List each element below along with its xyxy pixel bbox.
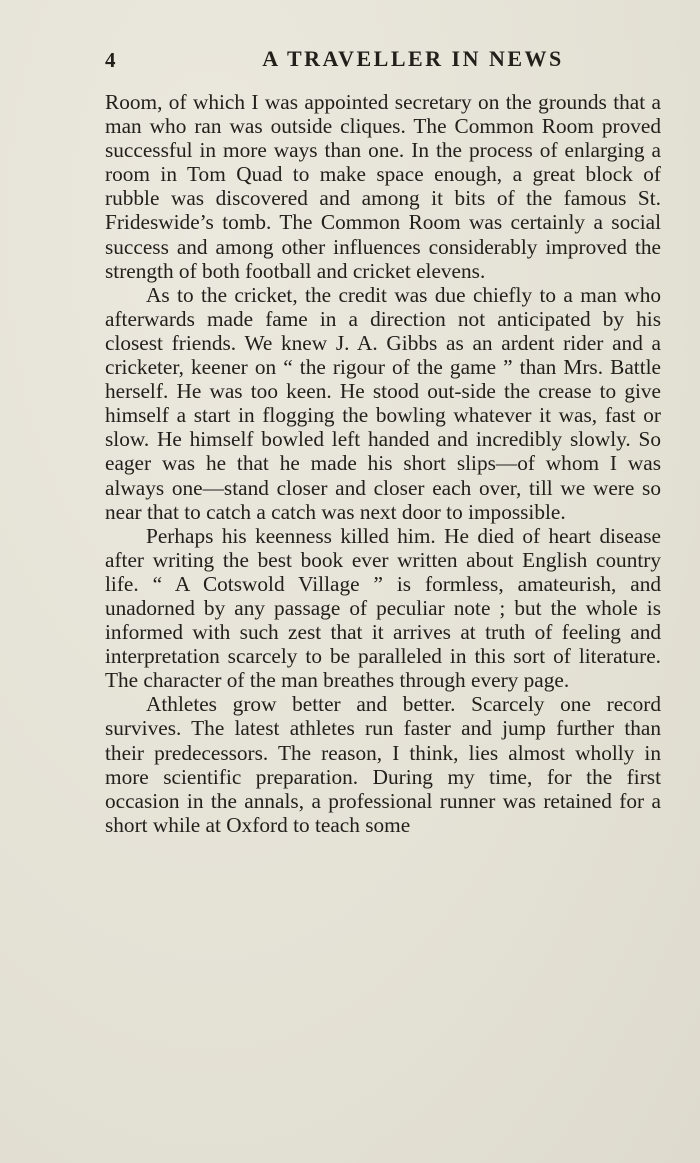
paragraph-cricket: As to the cricket, the credit was due chiefly to a man who afterwards made fame in a direction not anticipated by his closest friends. We knew J. A. Gibbs as an ardent rider and a cricketer, keener on “ the rigour of the game ” than Mrs. Battle herself. He was too keen. He stood out-side the crease to give himself a start in flogging the bowling whatever it was, fast or slow. He himself bowled left handed and incredibly slowly. So eager was he that he made his short slips—of whom I was always one—stand closer and closer each over, till we were so near that to catch a catch was next door to impossible. [105, 282, 661, 524]
running-title: A TRAVELLER IN NEWS [262, 46, 564, 71]
paragraph-keenness: Perhaps his keenness killed him. He died of heart disease after writing the best book ever written about English country life. “ A Cotswold Village ” is formless, amateurish, and unadorned by any passage of peculiar note ; but the whole is informed with such zest that it arrives at truth of feeling and interpretation scarcely to be paralleled in this sort of literature. The character of the man breathes through every page. [105, 523, 661, 693]
page-number: 4 [105, 48, 116, 72]
paragraph-continued: Room, of which I was appointed secretary on the grounds that a man who ran was outside cliques. The Common Room proved successful in more ways than one. In the process of enlarging a room in Tom Quad to make space enough, a great block of rubble was discovered and among it bits of the famous St. Frideswide’s tomb. The Common Room was certainly a social success and among other influences considerably improved the strength of both football and cricket elevens. [105, 90, 661, 283]
body-text [105, 90, 661, 837]
paragraph-athletes: Athletes grow better and better. Scarcely one record survives. The latest athletes run faster and jump further than their predecessors. The reason, I think, lies almost wholly in more scientific preparation. During my time, for the first occasion in the annals, a professional runner was retained for a short while at Oxford to teach some [105, 692, 661, 837]
page-header [105, 40, 661, 80]
book-page [105, 40, 661, 837]
